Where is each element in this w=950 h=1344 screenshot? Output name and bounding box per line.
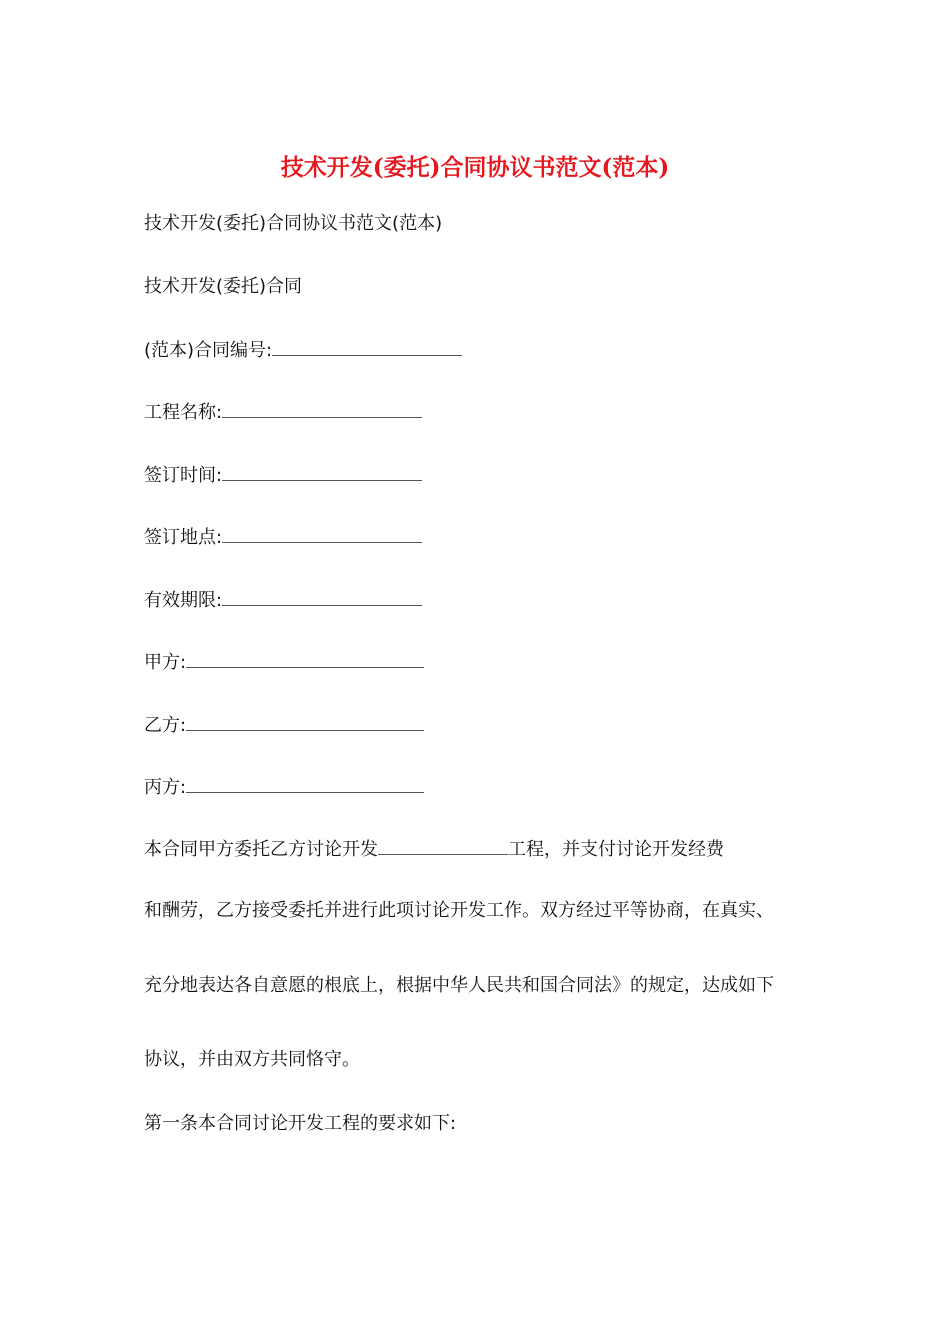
field-sign-place [144,524,422,551]
field-label: 签订地点: [144,527,223,548]
body-paragraph-3: 充分地表达各自意愿的根底上，根据中华人民共和国合同法》的规定，达成如下 [144,975,774,996]
field-label: 乙方: [144,715,187,736]
project-blank [378,836,508,855]
sign-place-blank [222,524,422,543]
body-paragraph-2: 和酬劳，乙方接受委托并进行此项讨论开发工作。双方经过平等协商，在真实、 [144,900,774,921]
field-party-a [144,649,424,676]
field-label: 签订时间: [144,465,223,486]
paragraph-text: 本合同甲方委托乙方讨论开发 [144,839,378,860]
field-party-c [144,774,424,801]
party-c-blank [186,774,424,793]
field-label: 工程名称: [144,402,223,423]
field-party-b [144,712,424,739]
sign-time-blank [222,462,422,481]
field-label: 丙方: [144,777,187,798]
party-a-blank [186,649,424,668]
field-label: (范本)合同编号: [144,340,273,361]
field-label: 有效期限: [144,590,223,611]
article-1-heading: 第一条本合同讨论开发工程的要求如下: [144,1113,457,1134]
field-label: 甲方: [144,652,187,673]
valid-period-blank [222,587,422,606]
document-subtitle: 技术开发(委托)合同协议书范文(范本) [144,213,443,234]
field-sign-time [144,462,422,489]
field-project-name [144,399,422,426]
contract-no-blank [272,337,462,356]
document-title: 技术开发(委托)合同协议书范文(范本) [280,154,670,181]
field-valid-period [144,587,422,614]
project-name-blank [222,399,422,418]
body-paragraph-4: 协议，并由双方共同恪守。 [144,1049,360,1070]
body-paragraph-1 [144,836,724,863]
contract-heading: 技术开发(委托)合同 [144,276,303,297]
field-contract-no [144,337,462,364]
paragraph-text: 工程，并支付讨论开发经费 [508,839,724,860]
party-b-blank [186,712,424,731]
